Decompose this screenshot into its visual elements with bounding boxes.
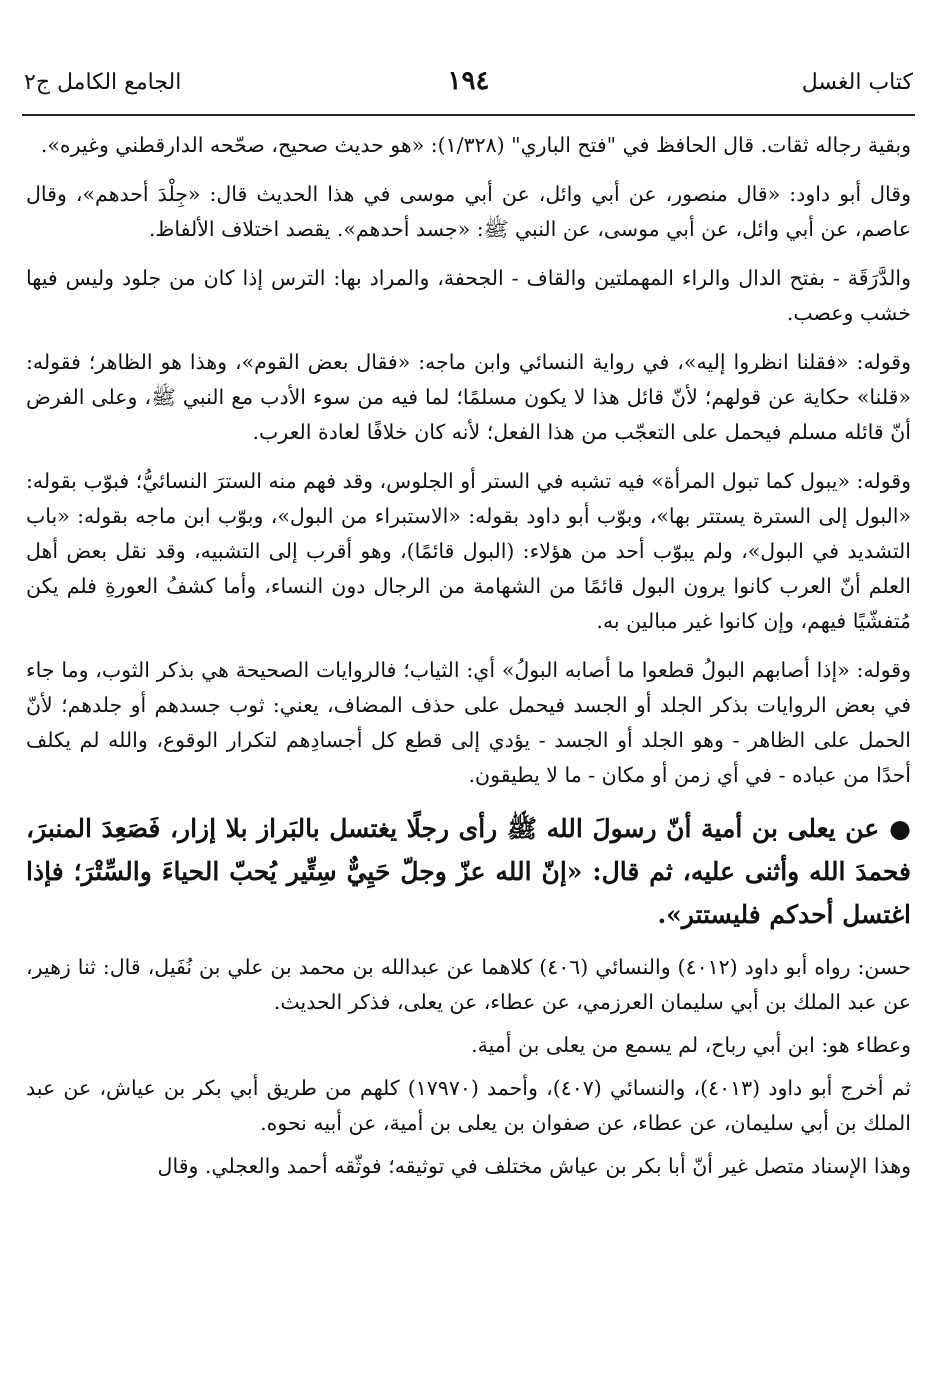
- paragraph-isnad: وهذا الإسناد متصل غير أنّ أبا بكر بن عياش مختلف في توثيقه؛ فوثّقه أحمد والعجلي. وقال: [157, 1154, 911, 1178]
- bullet-icon: ●: [889, 814, 911, 843]
- book-title: الجامع الكامل ج٢: [24, 70, 182, 95]
- paragraph-narrators: وبقية رجاله ثقات. قال الحافظ في "فتح الباري" (١/٣٢٨): «هو حديث صحيح، صحّحه الدارقطني وغيره».: [40, 133, 911, 157]
- paragraph-other-routes: ثم أخرج أبو داود (٤٠١٣)، والنسائي (٤٠٧)، وأحمد (١٧٩٧٠) كلهم من طريق أبي بكر بن عياش، عن عبد الملك بن أبي سليمان، عن عطاء، عن صفوان بن يعلى بن أمية، عن أبيه نحوه.: [26, 1076, 912, 1135]
- chapter-title: كتاب الغسل: [801, 70, 913, 95]
- paragraph-abu-dawud-note: وقال أبو داود: «قال منصور، عن أبي وائل، عن أبي موسى في هذا الحديث قال: «جِلْدَ أحدهم»، وقال عاصم، عن أبي وائل، عن أبي موسى، عن النبي ﷺ: «جسد أحدهم». يقصد اختلاف الألفاظ.: [26, 182, 911, 241]
- page-header: [24, 66, 913, 106]
- paragraph-grading: حسن: رواه أبو داود (٤٠١٢) والنسائي (٤٠٦) كلاهما عن عبدالله بن محمد بن علي بن نُفَيل، قال: ثنا زهير، عن عبد الملك بن أبي سليمان العرزمي، عن عطاء، عن يعلى، فذكر الحديث.: [26, 955, 911, 1014]
- hadith-text-block: [26, 807, 911, 936]
- paragraph-qawluhu-1: وقوله: «فقلنا انظروا إليه»، في رواية النسائي وابن ماجه: «فقال بعض القوم»، وهذا هو الظاهر؛ فقوله: «قلنا» حكاية عن قولهم؛ لأنّ قائل هذا لا يكون مسلمًا؛ لما فيه من سوء الأدب مع النبي ﷺ، وعلى الفرض أنّ قائله مسلم فيحمل على التعجّب من هذا الفعل؛ لأنه كان خلافًا لعادة العرب.: [26, 350, 911, 444]
- paragraph-qawluhu-3: وقوله: «إذا أصابهم البولُ قطعوا ما أصابه البولُ» أي: الثياب؛ فالروايات الصحيحة هي بذكر الثوب، وما جاء في بعض الروايات بذكر الجلد أو الجسد فيحمل على حذف المضاف، يعني: ثوب جسدهم أو جلدهم؛ لأنّ الحمل على الظاهر - وهو الجلد أو الجسد - يؤدي إلى قطع كل أجسادِهم لتكرار الوقوع، والله لم يكلف أحدًا من عباده - في أي زمن أو مكان - ما لا يطيقون.: [26, 658, 911, 787]
- paragraph-qawluhu-2: وقوله: «يبول كما تبول المرأة» فيه تشبه في الستر أو الجلوس، وقد فهم منه السترَ النسائيُّ؛ فبوّب بقوله: «البول إلى السترة يستتر بها»، وبوّب أبو داود بقوله: «الاستبراء من البول»، وبوّب ابن ماجه بقوله: «باب التشديد في البول»، ولم يبوّب أحد من هؤلاء: (البول قائمًا)، وهو أقرب إلى التشبيه، وقد نقل بعض أهل العلم أنّ العرب كانوا يرون البول قائمًا من الشهامة من الرجال دون النساء، وأما كشفُ العورةِ فلم يكن مُتفشّيًا فيهم، وإن كانوا غير مبالين به.: [26, 469, 911, 633]
- paragraph-ata: وعطاء هو: ابن أبي رباح، لم يسمع من يعلى بن أمية.: [471, 1033, 911, 1057]
- hadith-text: عن يعلى بن أمية أنّ رسولَ الله ﷺ رأى رجلًا يغتسل بالبَراز بلا إزار، فَصَعِدَ المنبرَ، فحمدَ الله وأثنى عليه، ثم قال: «إنّ الله عزّ وجلّ حَيِيٌّ سِتِّير يُحبّ الحياءَ والسِّتْرَ؛ فإذا اغتسل أحدكم فليستتر».: [26, 814, 911, 929]
- page-body: [26, 128, 911, 1192]
- paragraph-daraqa: والدَّرَقَة - بفتح الدال والراء المهملتين والقاف - الجحفة، والمراد بها: الترس إذا كان من جلود وليس فيها خشب وعصب.: [26, 266, 911, 325]
- page-number: ١٩٤: [447, 66, 490, 96]
- header-divider: [22, 114, 915, 116]
